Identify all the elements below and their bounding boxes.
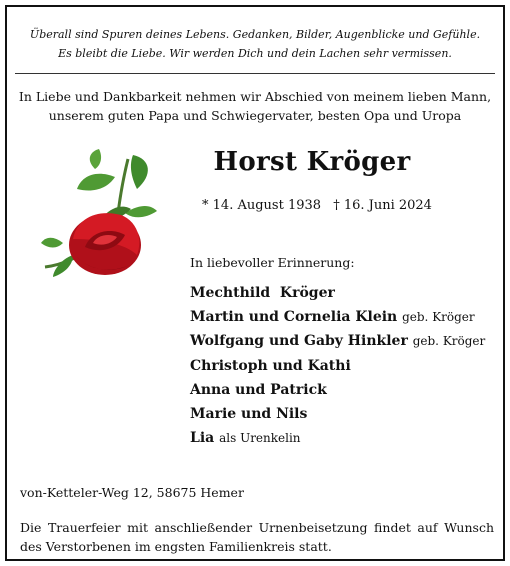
family-member	[190, 382, 327, 398]
family-member	[190, 430, 301, 446]
family-member-name: Martin und Cornelia Klein	[190, 309, 398, 325]
intro-line-1: In Liebe und Dankbarkeit nehmen wir Abschied von meinem lieben Mann,	[18, 89, 492, 104]
family-member	[190, 285, 335, 301]
family-member	[190, 309, 475, 325]
memory-label: In liebevoller Erinnerung:	[190, 255, 355, 270]
obituary-frame	[5, 5, 505, 561]
motto-line-1: Überall sind Spuren deines Lebens. Gedanken, Bilder, Augenblicke und Gefühle.	[29, 28, 481, 41]
family-member-name: Mechthild Kröger	[190, 285, 335, 301]
funeral-notice: Die Trauerfeier mit anschließender Urnenbeisetzung findet auf Wunsch des Verstorbenen im engsten Familienkreis statt.	[20, 520, 494, 554]
family-member-note: geb. Kröger	[402, 310, 475, 324]
family-member	[190, 406, 307, 422]
life-dates	[182, 198, 452, 213]
red-rose-icon	[33, 147, 163, 279]
deceased-name: Horst Kröger	[213, 147, 411, 177]
family-member-note: geb. Kröger	[412, 334, 486, 348]
death-date: † 16. Juni 2024	[333, 198, 432, 213]
family-member-note: als Urenkelin	[219, 431, 301, 445]
birth-date: * 14. August 1938	[202, 198, 322, 213]
motto-line-2: Es bleibt die Liebe. Wir werden Dich und dein Lachen sehr vermissen.	[58, 47, 452, 60]
family-member-name: Christoph und Kathi	[190, 358, 351, 374]
family-member	[190, 333, 485, 349]
address: von-Ketteler-Weg 12, 58675 Hemer	[20, 485, 244, 500]
family-member	[190, 358, 351, 374]
intro-line-2: unserem guten Papa und Schwiegervater, besten Opa und Uropa	[48, 108, 462, 123]
family-member-name: Anna und Patrick	[190, 382, 327, 398]
family-member-name: Marie und Nils	[190, 406, 308, 422]
family-member-name: Lia	[190, 430, 215, 446]
family-member-name: Wolfgang und Gaby Hinkler	[190, 333, 408, 349]
divider	[15, 73, 495, 74]
